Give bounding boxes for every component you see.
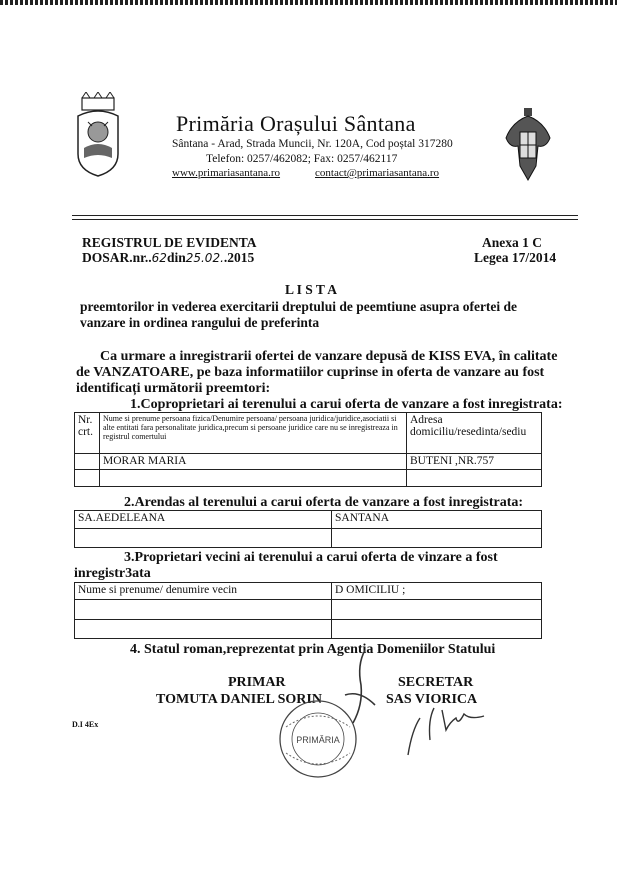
table-row (75, 511, 542, 529)
website-link[interactable]: www.primariasantana.ro (172, 167, 281, 179)
law-label: Legea 17/2014 (474, 250, 557, 265)
coat-of-arms-santana-icon (70, 92, 126, 178)
secretar-name: SAS VIORICA (386, 692, 478, 707)
dosar-year: .2015 (223, 250, 255, 265)
intro-line3: identificați următorii preemtori: (76, 381, 271, 396)
header-divider-second (72, 219, 578, 220)
secretar-signature-icon (398, 700, 508, 760)
dosar-number-handwritten: 62 (151, 251, 167, 265)
intro-line2: de VANZATOARE, pe baza informatiilor cuprinse in oferta de vanzare au fost (76, 365, 545, 380)
phone-line: Telefon: 0257/462082; Fax: 0257/462117 (206, 153, 398, 165)
section4-heading: 4. Statul roman,reprezentat prin Agentia Domeniilor Statului (130, 642, 496, 657)
list-subtitle-line1: preemtorilor in vederea exercitarii dreptului de peemtiune asupra ofertei de (80, 299, 518, 314)
dosar-date-handwritten: 25.02. (185, 251, 224, 265)
arendas-table (74, 510, 542, 548)
dosar-line (82, 250, 254, 266)
header-divider (72, 215, 578, 216)
arendas-name: SA.AEDELEANA (75, 511, 332, 529)
intro-line1: Ca urmare a inregistrarii ofertei de vanzare depusă de KISS EVA, în calitate (100, 349, 558, 364)
section3-heading-line2: inregistr3ata (74, 566, 151, 581)
table-header-row (75, 413, 542, 454)
section1-heading: 1.Coproprietari ai terenului a carui oferta de vanzare a fost inregistrata: (130, 397, 563, 412)
arendas-place: SANTANA (332, 511, 542, 529)
list-subtitle-line2: vanzare in ordinea rangului de preferinta (80, 315, 320, 330)
table-header-row (75, 583, 542, 600)
coproprietari-table (74, 412, 542, 487)
registry-title: REGISTRUL DE EVIDENTA (82, 235, 257, 250)
vecini-table (74, 582, 542, 639)
section2-heading: 2.Arendas al terenului a carui oferta de vanzare a fost inregistrata: (124, 495, 524, 510)
stamp-label: PRIMĂRIA (296, 735, 340, 745)
section3-heading-line1: 3.Proprietari vecini ai terenului a carui oferta de vinzare a fost (124, 550, 498, 565)
doc-reference: D.I 4Ex (72, 720, 99, 729)
dosar-prefix: DOSAR.nr.. (82, 250, 152, 265)
table-row (75, 454, 542, 470)
coat-of-arms-romania-icon (504, 108, 552, 182)
table-row-empty (75, 620, 542, 639)
table-row-empty (75, 529, 542, 548)
col-name: Nume si prenume persoana fizica/Denumire persoana/ persoana juridica/juridice,asociatii si alte entitati fara personalitate juridica,precum si persoane juridice care nu se inregistreaza in registrul comertului (100, 413, 407, 454)
primar-signature-icon (305, 645, 395, 735)
address-line: Sântana - Arad, Strada Muncii, Nr. 120A, Cod poștal 317280 (172, 138, 453, 150)
primar-title: PRIMAR (228, 675, 286, 690)
table-row-empty (75, 470, 542, 487)
primar-name: TOMUTA DANIEL SORIN (156, 692, 322, 707)
row-address: BUTENI ,NR.757 (407, 454, 542, 470)
top-dotted-border (0, 0, 617, 5)
list-title: L I S T A (285, 282, 338, 297)
table-row-empty (75, 600, 542, 620)
col-nr-crt: Nr. crt. (75, 413, 100, 454)
page-title: Primăria Orașului Sântana (176, 111, 416, 136)
col-domiciliu: D OMICILIU ; (332, 583, 542, 600)
secretar-title: SECRETAR (398, 675, 474, 690)
annex-label: Anexa 1 C (482, 235, 542, 250)
col-vecin-name: Nume si prenume/ denumire vecin (75, 583, 332, 600)
col-address: Adresa domiciliu/resedinta/sediu (407, 413, 542, 454)
row-name: MORAR MARIA (100, 454, 407, 470)
email-link[interactable]: contact@primariasantana.ro (315, 167, 440, 179)
dosar-din: din (166, 250, 186, 265)
